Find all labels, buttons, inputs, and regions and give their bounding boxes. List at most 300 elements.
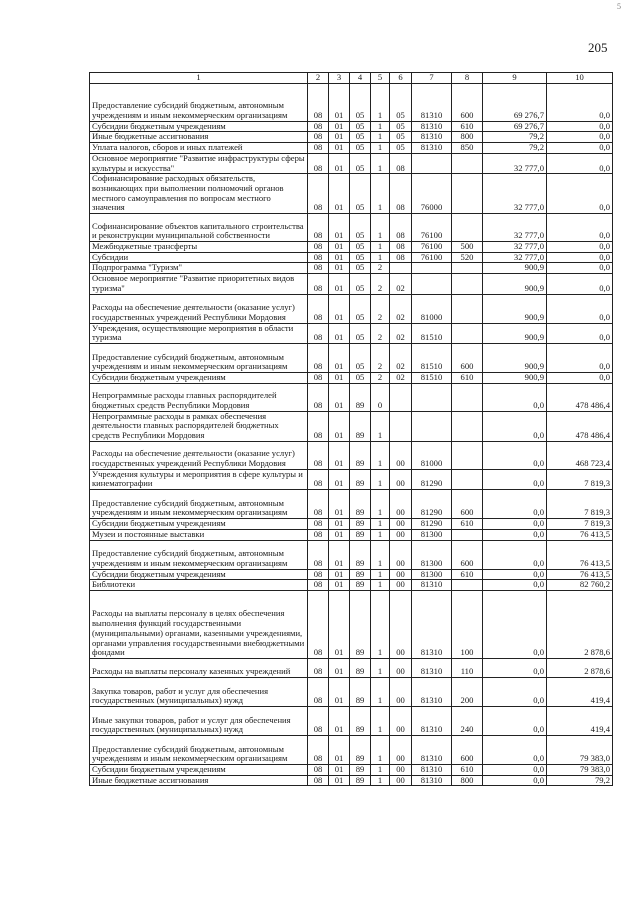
row-cell-col-5: 1 [371, 469, 390, 489]
row-cell-col-7: 81510 [412, 343, 452, 372]
table-row [90, 323, 613, 343]
row-cell-col-5: 0 [371, 383, 390, 411]
row-cell-col-4: 05 [350, 294, 371, 323]
table-row [90, 590, 613, 658]
row-cell-col-10: 0,0 [547, 132, 613, 143]
row-cell-col-5: 1 [371, 590, 390, 658]
row-cell-col-10: 0,0 [547, 274, 613, 294]
budget-table [89, 72, 613, 786]
row-cell-col-2: 08 [308, 706, 329, 735]
row-cell-col-2: 08 [308, 540, 329, 569]
row-cell-col-4: 05 [350, 372, 371, 383]
row-cell-col-8 [452, 411, 483, 441]
row-cell-col-4: 89 [350, 735, 371, 764]
row-cell-col-9: 32 777,0 [483, 153, 547, 173]
row-cell-col-3: 01 [329, 706, 350, 735]
row-cell-col-6: 00 [390, 519, 412, 530]
row-cell-col-10: 82 760,2 [547, 580, 613, 591]
row-cell-col-7: 81310 [412, 658, 452, 677]
row-cell-col-3: 01 [329, 658, 350, 677]
row-name-cell: Уплата налогов, сборов и иных платежей [90, 143, 308, 154]
table-row [90, 706, 613, 735]
row-name-cell: Софинансирование объектов капитального строительства и реконструкции муниципальной собственности [90, 214, 308, 242]
row-cell-col-9: 69 276,7 [483, 121, 547, 132]
row-cell-col-7 [412, 383, 452, 411]
row-cell-col-5: 1 [371, 174, 390, 214]
row-cell-col-5: 1 [371, 735, 390, 764]
row-cell-col-2: 08 [308, 590, 329, 658]
table-row [90, 441, 613, 469]
row-name-cell: Закупка товаров, работ и услуг для обеспечения государственных (муниципальных) нужд [90, 677, 308, 706]
row-cell-col-9: 0,0 [483, 735, 547, 764]
row-name-cell: Учреждения культуры и мероприятия в сфере культуры и кинематографии [90, 469, 308, 489]
row-cell-col-3: 01 [329, 153, 350, 173]
corner-mark: 5 [617, 2, 621, 11]
row-cell-col-6: 05 [390, 83, 412, 121]
table-row [90, 469, 613, 489]
row-cell-col-9: 0,0 [483, 569, 547, 580]
row-name-cell: Субсидии [90, 252, 308, 263]
row-cell-col-4: 89 [350, 441, 371, 469]
row-cell-col-9: 900,9 [483, 274, 547, 294]
column-header: 2 [308, 73, 329, 84]
row-cell-col-9: 0,0 [483, 519, 547, 530]
row-cell-col-9: 32 777,0 [483, 214, 547, 242]
row-cell-col-9: 0,0 [483, 590, 547, 658]
row-cell-col-3: 01 [329, 214, 350, 242]
row-cell-col-6: 05 [390, 132, 412, 143]
row-cell-col-3: 01 [329, 529, 350, 540]
row-cell-col-7: 81510 [412, 372, 452, 383]
row-cell-col-8: 520 [452, 252, 483, 263]
row-cell-col-10: 478 486,4 [547, 383, 613, 411]
row-cell-col-7: 81310 [412, 706, 452, 735]
row-cell-col-6: 08 [390, 174, 412, 214]
row-cell-col-6: 08 [390, 214, 412, 242]
row-name-cell: Иные бюджетные ассигнования [90, 775, 308, 786]
row-cell-col-7: 81310 [412, 121, 452, 132]
row-cell-col-2: 08 [308, 143, 329, 154]
row-cell-col-9: 0,0 [483, 677, 547, 706]
row-cell-col-10: 419,4 [547, 706, 613, 735]
row-name-cell: Предоставление субсидий бюджетным, автономным учреждениям и иным некоммерческим организациям [90, 540, 308, 569]
row-cell-col-9: 69 276,7 [483, 83, 547, 121]
row-cell-col-10: 0,0 [547, 323, 613, 343]
row-cell-col-4: 05 [350, 242, 371, 253]
row-cell-col-10: 0,0 [547, 343, 613, 372]
row-name-cell: Межбюджетные трансферты [90, 242, 308, 253]
row-cell-col-2: 08 [308, 569, 329, 580]
row-cell-col-6: 00 [390, 580, 412, 591]
row-cell-col-4: 89 [350, 775, 371, 786]
row-cell-col-7: 81310 [412, 735, 452, 764]
row-cell-col-4: 05 [350, 83, 371, 121]
row-cell-col-6: 00 [390, 441, 412, 469]
row-cell-col-8 [452, 383, 483, 411]
row-cell-col-8 [452, 153, 483, 173]
row-cell-col-3: 01 [329, 274, 350, 294]
row-cell-col-5: 1 [371, 83, 390, 121]
row-cell-col-6: 00 [390, 764, 412, 775]
row-cell-col-10: 0,0 [547, 143, 613, 154]
row-cell-col-7: 81290 [412, 469, 452, 489]
row-cell-col-4: 05 [350, 174, 371, 214]
row-cell-col-5: 1 [371, 490, 390, 519]
row-cell-col-9: 0,0 [483, 580, 547, 591]
row-cell-col-5: 1 [371, 677, 390, 706]
column-header: 8 [452, 73, 483, 84]
row-cell-col-10: 76 413,5 [547, 529, 613, 540]
row-cell-col-7: 81290 [412, 490, 452, 519]
row-cell-col-4: 05 [350, 274, 371, 294]
row-cell-col-4: 05 [350, 343, 371, 372]
page-number: 205 [588, 40, 608, 55]
row-cell-col-3: 01 [329, 677, 350, 706]
row-cell-col-10: 0,0 [547, 252, 613, 263]
row-name-cell: Основное мероприятие "Развитие приоритетных видов туризма" [90, 274, 308, 294]
row-cell-col-9: 0,0 [483, 490, 547, 519]
row-cell-col-2: 08 [308, 132, 329, 143]
row-cell-col-7: 76100 [412, 214, 452, 242]
row-cell-col-2: 08 [308, 174, 329, 214]
row-cell-col-2: 08 [308, 214, 329, 242]
row-cell-col-5: 1 [371, 658, 390, 677]
row-cell-col-10: 79 383,0 [547, 764, 613, 775]
table-row [90, 677, 613, 706]
table-row [90, 343, 613, 372]
table-row [90, 274, 613, 294]
row-cell-col-4: 89 [350, 469, 371, 489]
row-cell-col-2: 08 [308, 764, 329, 775]
row-cell-col-10: 7 819,3 [547, 490, 613, 519]
row-cell-col-8: 110 [452, 658, 483, 677]
row-cell-col-4: 89 [350, 540, 371, 569]
row-cell-col-6: 08 [390, 252, 412, 263]
table-row [90, 294, 613, 323]
table-row [90, 121, 613, 132]
row-cell-col-9: 0,0 [483, 383, 547, 411]
row-cell-col-8: 600 [452, 490, 483, 519]
row-cell-col-6: 00 [390, 735, 412, 764]
row-cell-col-2: 08 [308, 274, 329, 294]
row-cell-col-4: 89 [350, 677, 371, 706]
table-row [90, 383, 613, 411]
row-cell-col-7: 81510 [412, 323, 452, 343]
row-cell-col-8: 610 [452, 764, 483, 775]
row-cell-col-8: 850 [452, 143, 483, 154]
row-cell-col-8: 100 [452, 590, 483, 658]
row-name-cell: Подпрограмма "Туризм" [90, 263, 308, 274]
row-cell-col-4: 89 [350, 590, 371, 658]
row-cell-col-5: 1 [371, 540, 390, 569]
row-cell-col-10: 7 819,3 [547, 519, 613, 530]
column-header: 6 [390, 73, 412, 84]
row-cell-col-7: 81300 [412, 540, 452, 569]
row-cell-col-8: 240 [452, 706, 483, 735]
row-cell-col-7: 81310 [412, 143, 452, 154]
row-name-cell: Софинансирование расходных обязательств, возникающих при выполнении полномочий органов местного самоуправления по вопросам местного значения [90, 174, 308, 214]
row-cell-col-10: 478 486,4 [547, 411, 613, 441]
row-cell-col-5: 2 [371, 263, 390, 274]
row-cell-col-2: 08 [308, 580, 329, 591]
row-cell-col-4: 05 [350, 153, 371, 173]
row-name-cell: Непрограммные расходы главных распорядителей бюджетных средств Республики Мордовия [90, 383, 308, 411]
row-cell-col-10: 2 878,6 [547, 590, 613, 658]
row-cell-col-2: 08 [308, 383, 329, 411]
row-cell-col-8 [452, 263, 483, 274]
row-cell-col-4: 89 [350, 383, 371, 411]
table-row [90, 83, 613, 121]
row-cell-col-9: 0,0 [483, 441, 547, 469]
row-cell-col-4: 89 [350, 411, 371, 441]
row-cell-col-8: 500 [452, 242, 483, 253]
row-cell-col-9: 0,0 [483, 469, 547, 489]
row-cell-col-3: 01 [329, 83, 350, 121]
row-cell-col-2: 08 [308, 372, 329, 383]
row-cell-col-6: 00 [390, 540, 412, 569]
row-cell-col-6: 05 [390, 121, 412, 132]
row-cell-col-4: 89 [350, 580, 371, 591]
row-cell-col-10: 76 413,5 [547, 540, 613, 569]
table-row [90, 490, 613, 519]
table-row [90, 529, 613, 540]
row-cell-col-7: 81000 [412, 441, 452, 469]
row-cell-col-7 [412, 274, 452, 294]
row-cell-col-7: 81300 [412, 569, 452, 580]
table-row [90, 214, 613, 242]
row-cell-col-3: 01 [329, 121, 350, 132]
row-cell-col-5: 2 [371, 323, 390, 343]
row-cell-col-10: 0,0 [547, 121, 613, 132]
row-cell-col-9: 0,0 [483, 540, 547, 569]
row-cell-col-2: 08 [308, 294, 329, 323]
row-cell-col-2: 08 [308, 121, 329, 132]
row-name-cell: Предоставление субсидий бюджетным, автономным учреждениям и иным некоммерческим организациям [90, 735, 308, 764]
row-cell-col-6: 00 [390, 569, 412, 580]
row-cell-col-5: 1 [371, 132, 390, 143]
row-cell-col-8: 800 [452, 775, 483, 786]
column-header: 5 [371, 73, 390, 84]
row-cell-col-7 [412, 411, 452, 441]
row-cell-col-8 [452, 529, 483, 540]
row-cell-col-6: 00 [390, 590, 412, 658]
row-cell-col-3: 01 [329, 441, 350, 469]
row-cell-col-9: 32 777,0 [483, 252, 547, 263]
row-cell-col-3: 01 [329, 569, 350, 580]
row-cell-col-5: 1 [371, 411, 390, 441]
row-name-cell: Предоставление субсидий бюджетным, автономным учреждениям и иным некоммерческим организациям [90, 343, 308, 372]
row-cell-col-2: 08 [308, 343, 329, 372]
row-cell-col-3: 01 [329, 519, 350, 530]
row-cell-col-9: 0,0 [483, 529, 547, 540]
row-cell-col-3: 01 [329, 263, 350, 274]
row-cell-col-3: 01 [329, 372, 350, 383]
row-cell-col-8: 610 [452, 372, 483, 383]
row-cell-col-5: 2 [371, 343, 390, 372]
row-cell-col-4: 05 [350, 121, 371, 132]
row-cell-col-9: 0,0 [483, 706, 547, 735]
row-cell-col-3: 01 [329, 132, 350, 143]
table-row [90, 132, 613, 143]
row-cell-col-10: 0,0 [547, 242, 613, 253]
row-cell-col-3: 01 [329, 490, 350, 519]
row-name-cell: Субсидии бюджетным учреждениям [90, 764, 308, 775]
row-cell-col-7: 81310 [412, 132, 452, 143]
row-cell-col-4: 05 [350, 214, 371, 242]
row-cell-col-6: 02 [390, 274, 412, 294]
row-cell-col-2: 08 [308, 411, 329, 441]
column-header: 3 [329, 73, 350, 84]
row-cell-col-6: 00 [390, 469, 412, 489]
row-cell-col-10: 0,0 [547, 153, 613, 173]
row-cell-col-2: 08 [308, 775, 329, 786]
row-cell-col-8 [452, 469, 483, 489]
row-cell-col-5: 1 [371, 242, 390, 253]
row-cell-col-6: 02 [390, 294, 412, 323]
row-cell-col-6 [390, 383, 412, 411]
row-cell-col-7: 81000 [412, 294, 452, 323]
row-cell-col-10: 0,0 [547, 263, 613, 274]
row-cell-col-8 [452, 214, 483, 242]
row-cell-col-7: 76100 [412, 242, 452, 253]
row-cell-col-6: 00 [390, 490, 412, 519]
row-cell-col-3: 01 [329, 775, 350, 786]
row-cell-col-3: 01 [329, 735, 350, 764]
row-cell-col-4: 89 [350, 706, 371, 735]
table-row [90, 735, 613, 764]
row-name-cell: Субсидии бюджетным учреждениям [90, 569, 308, 580]
row-cell-col-5: 1 [371, 529, 390, 540]
row-cell-col-6: 00 [390, 529, 412, 540]
row-cell-col-7: 81310 [412, 83, 452, 121]
row-name-cell: Основное мероприятие "Развитие инфраструктуры сферы культуры и искусства" [90, 153, 308, 173]
row-cell-col-4: 05 [350, 323, 371, 343]
column-header: 7 [412, 73, 452, 84]
row-cell-col-8: 800 [452, 132, 483, 143]
row-cell-col-5: 1 [371, 441, 390, 469]
row-name-cell: Предоставление субсидий бюджетным, автономным учреждениям и иным некоммерческим организациям [90, 490, 308, 519]
row-cell-col-10: 2 878,6 [547, 658, 613, 677]
row-cell-col-5: 1 [371, 143, 390, 154]
row-cell-col-10: 0,0 [547, 372, 613, 383]
table-row [90, 143, 613, 154]
column-header: 10 [547, 73, 613, 84]
row-cell-col-8 [452, 323, 483, 343]
row-cell-col-7: 81300 [412, 529, 452, 540]
row-cell-col-4: 89 [350, 529, 371, 540]
row-cell-col-8: 600 [452, 343, 483, 372]
row-name-cell: Иные бюджетные ассигнования [90, 132, 308, 143]
row-cell-col-8 [452, 580, 483, 591]
row-cell-col-3: 01 [329, 252, 350, 263]
row-cell-col-9: 32 777,0 [483, 242, 547, 253]
row-cell-col-8 [452, 294, 483, 323]
row-cell-col-6: 00 [390, 677, 412, 706]
row-cell-col-5: 1 [371, 580, 390, 591]
table-row [90, 775, 613, 786]
row-cell-col-5: 2 [371, 372, 390, 383]
table-row [90, 764, 613, 775]
row-name-cell: Субсидии бюджетным учреждениям [90, 519, 308, 530]
table-row [90, 540, 613, 569]
row-name-cell: Расходы на обеспечение деятельности (оказание услуг) государственных учреждений Республики Мордовия [90, 294, 308, 323]
row-cell-col-2: 08 [308, 153, 329, 173]
row-cell-col-4: 05 [350, 263, 371, 274]
row-cell-col-2: 08 [308, 242, 329, 253]
row-cell-col-5: 1 [371, 569, 390, 580]
row-cell-col-9: 900,9 [483, 372, 547, 383]
row-cell-col-5: 1 [371, 153, 390, 173]
row-cell-col-4: 89 [350, 569, 371, 580]
row-cell-col-6: 02 [390, 343, 412, 372]
row-cell-col-9: 900,9 [483, 294, 547, 323]
row-cell-col-10: 7 819,3 [547, 469, 613, 489]
row-cell-col-6: 02 [390, 372, 412, 383]
row-name-cell: Музеи и постоянные выставки [90, 529, 308, 540]
row-cell-col-4: 89 [350, 490, 371, 519]
row-cell-col-4: 05 [350, 143, 371, 154]
row-cell-col-4: 89 [350, 764, 371, 775]
row-cell-col-3: 01 [329, 540, 350, 569]
column-header: 4 [350, 73, 371, 84]
row-cell-col-3: 01 [329, 590, 350, 658]
row-cell-col-2: 08 [308, 469, 329, 489]
table-row [90, 372, 613, 383]
row-cell-col-2: 08 [308, 519, 329, 530]
row-cell-col-6: 08 [390, 242, 412, 253]
row-cell-col-9: 900,9 [483, 343, 547, 372]
row-cell-col-3: 01 [329, 343, 350, 372]
row-cell-col-9: 0,0 [483, 775, 547, 786]
row-cell-col-6: 00 [390, 658, 412, 677]
column-header: 1 [90, 73, 308, 84]
column-header: 9 [483, 73, 547, 84]
row-cell-col-4: 05 [350, 252, 371, 263]
row-cell-col-7: 81290 [412, 519, 452, 530]
table-row [90, 174, 613, 214]
row-cell-col-7: 81310 [412, 677, 452, 706]
row-cell-col-6: 00 [390, 706, 412, 735]
row-cell-col-3: 01 [329, 174, 350, 214]
row-cell-col-8: 600 [452, 540, 483, 569]
row-cell-col-10: 0,0 [547, 174, 613, 214]
row-cell-col-7: 81310 [412, 775, 452, 786]
row-cell-col-5: 1 [371, 775, 390, 786]
row-cell-col-4: 89 [350, 519, 371, 530]
row-cell-col-10: 419,4 [547, 677, 613, 706]
row-cell-col-6: 05 [390, 143, 412, 154]
row-name-cell: Расходы на обеспечение деятельности (оказание услуг) государственных учреждений Республики Мордовия [90, 441, 308, 469]
row-name-cell: Расходы на выплаты персоналу в целях обеспечения выполнения функций государственными (муниципальными) органами, казенными учреждениями, органами управления государственными внебюджетными фондами [90, 590, 308, 658]
row-cell-col-5: 2 [371, 274, 390, 294]
row-cell-col-3: 01 [329, 580, 350, 591]
row-cell-col-7 [412, 153, 452, 173]
row-cell-col-10: 468 723,4 [547, 441, 613, 469]
row-cell-col-4: 89 [350, 658, 371, 677]
table-row [90, 263, 613, 274]
row-cell-col-5: 1 [371, 706, 390, 735]
row-cell-col-5: 1 [371, 519, 390, 530]
row-cell-col-9: 79,2 [483, 132, 547, 143]
row-cell-col-10: 0,0 [547, 214, 613, 242]
row-cell-col-2: 08 [308, 735, 329, 764]
row-cell-col-8: 610 [452, 569, 483, 580]
row-cell-col-2: 08 [308, 658, 329, 677]
row-cell-col-10: 79,2 [547, 775, 613, 786]
row-cell-col-7: 81310 [412, 580, 452, 591]
row-cell-col-7: 81310 [412, 764, 452, 775]
row-cell-col-9: 79,2 [483, 143, 547, 154]
